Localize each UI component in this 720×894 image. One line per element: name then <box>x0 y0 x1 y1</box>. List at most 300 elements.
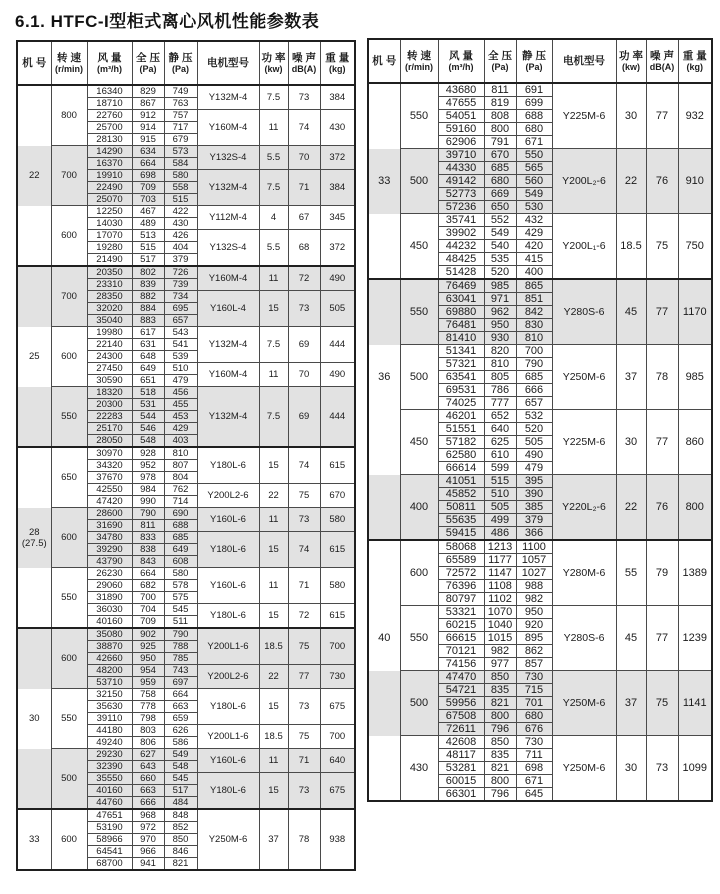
rpm-cell: 700 <box>51 266 87 327</box>
static-pressure-cell: 404 <box>164 242 197 254</box>
machine-number-cell <box>17 749 51 810</box>
static-pressure-cell: 688 <box>516 110 552 123</box>
rpm-cell: 600 <box>51 809 87 870</box>
static-pressure-cell: 429 <box>516 227 552 240</box>
total-pressure-cell: 833 <box>132 532 164 544</box>
flow-cell: 51428 <box>438 266 484 280</box>
static-pressure-cell: 530 <box>516 201 552 214</box>
machine-number-cell <box>368 149 400 214</box>
power-cell: 15 <box>259 689 288 725</box>
flow-cell: 60015 <box>438 775 484 788</box>
motor-model-cell: Y132S-4 <box>197 146 259 170</box>
total-pressure-cell: 610 <box>484 449 516 462</box>
static-pressure-cell: 680 <box>516 123 552 136</box>
flow-cell: 19910 <box>87 170 132 182</box>
flow-cell: 42660 <box>87 653 132 665</box>
noise-cell: 74 <box>288 532 320 568</box>
static-pressure-cell: 657 <box>164 315 197 327</box>
flow-cell: 60215 <box>438 619 484 632</box>
total-pressure-cell: 930 <box>484 332 516 345</box>
static-pressure-cell: 865 <box>516 279 552 293</box>
weight-cell: 910 <box>678 149 712 214</box>
flow-cell: 70121 <box>438 645 484 658</box>
noise-cell: 77 <box>646 410 678 475</box>
noise-cell: 78 <box>646 345 678 410</box>
static-pressure-cell: 749 <box>164 85 197 98</box>
static-pressure-cell: 685 <box>516 371 552 384</box>
motor-model-cell: Y200L2-6 <box>197 484 259 508</box>
weight-cell: 444 <box>320 387 355 448</box>
power-cell: 5.5 <box>259 230 288 267</box>
noise-cell: 75 <box>288 725 320 749</box>
flow-cell: 58966 <box>87 834 132 846</box>
flow-cell: 22140 <box>87 339 132 351</box>
machine-number: 33 <box>28 834 40 845</box>
power-cell: 22 <box>616 475 646 541</box>
machine-number-cell <box>368 279 400 345</box>
rpm-cell: 500 <box>400 345 438 410</box>
header-cell <box>288 41 320 85</box>
total-pressure-cell: 850 <box>484 736 516 749</box>
flow-cell: 39290 <box>87 544 132 556</box>
static-pressure-cell: 663 <box>164 701 197 713</box>
static-pressure-cell: 490 <box>516 449 552 462</box>
total-pressure-cell: 617 <box>132 327 164 339</box>
header-cell <box>197 41 259 85</box>
machine-number-cell <box>368 736 400 802</box>
noise-cell: 68 <box>288 230 320 267</box>
static-pressure-cell: 645 <box>516 788 552 802</box>
total-pressure-cell: 531 <box>132 399 164 411</box>
machine-number-cell <box>368 410 400 475</box>
static-pressure-cell: 558 <box>164 182 197 194</box>
motor-model-cell: Y200L₂-6 <box>552 149 616 214</box>
header-cell <box>51 41 87 85</box>
static-pressure-cell: 626 <box>164 725 197 737</box>
flow-cell: 21490 <box>87 254 132 267</box>
total-pressure-cell: 548 <box>132 435 164 448</box>
static-pressure-cell: 846 <box>164 846 197 858</box>
static-pressure-cell: 950 <box>516 606 552 619</box>
power-cell: 30 <box>616 736 646 802</box>
noise-cell: 74 <box>288 447 320 484</box>
motor-model-cell: Y160M-4 <box>197 110 259 146</box>
flow-cell: 34780 <box>87 532 132 544</box>
total-pressure-cell: 546 <box>132 423 164 435</box>
total-pressure-cell: 811 <box>484 83 516 97</box>
total-pressure-cell: 839 <box>132 279 164 291</box>
machine-number: 22 <box>28 170 40 181</box>
total-pressure-cell: 966 <box>132 846 164 858</box>
total-pressure-cell: 805 <box>484 371 516 384</box>
header-line1: 噪 声 <box>292 51 316 64</box>
power-cell: 30 <box>616 83 646 149</box>
flow-cell: 22490 <box>87 182 132 194</box>
flow-cell: 35040 <box>87 315 132 327</box>
weight-cell: 505 <box>320 291 355 327</box>
total-pressure-cell: 709 <box>132 616 164 629</box>
total-pressure-cell: 631 <box>132 339 164 351</box>
flow-cell: 30970 <box>87 447 132 460</box>
power-cell: 7.5 <box>259 387 288 448</box>
noise-cell: 73 <box>288 689 320 725</box>
flow-cell: 49142 <box>438 175 484 188</box>
static-pressure-cell: 385 <box>516 501 552 514</box>
static-pressure-cell: 543 <box>164 327 197 339</box>
flow-cell: 68700 <box>87 858 132 871</box>
total-pressure-cell: 489 <box>132 218 164 230</box>
total-pressure-cell: 513 <box>132 230 164 242</box>
static-pressure-cell: 584 <box>164 158 197 170</box>
static-pressure-cell: 671 <box>516 136 552 149</box>
header-cell <box>17 41 51 85</box>
flow-cell: 28350 <box>87 291 132 303</box>
static-pressure-cell: 430 <box>164 218 197 230</box>
total-pressure-cell: 790 <box>132 508 164 520</box>
static-pressure-cell: 895 <box>516 632 552 645</box>
flow-cell: 35630 <box>87 701 132 713</box>
header-line1: 转 速 <box>407 49 431 62</box>
total-pressure-cell: 821 <box>484 697 516 710</box>
flow-cell: 39110 <box>87 713 132 725</box>
header-line1: 静 压 <box>522 49 546 62</box>
weight-cell: 860 <box>678 410 712 475</box>
total-pressure-cell: 649 <box>132 363 164 375</box>
static-pressure-cell: 850 <box>164 834 197 846</box>
static-pressure-cell: 580 <box>164 170 197 182</box>
header-line2: (Pa) <box>139 63 157 74</box>
power-cell: 4 <box>259 206 288 230</box>
static-pressure-cell: 539 <box>164 351 197 363</box>
total-pressure-cell: 758 <box>132 689 164 701</box>
noise-cell: 74 <box>288 110 320 146</box>
static-pressure-cell: 830 <box>516 319 552 332</box>
noise-cell: 73 <box>646 736 678 802</box>
flow-cell: 81410 <box>438 332 484 345</box>
power-cell: 15 <box>259 291 288 327</box>
power-cell: 11 <box>259 266 288 291</box>
flow-cell: 57182 <box>438 436 484 449</box>
static-pressure-cell: 505 <box>516 436 552 449</box>
header-line1: 机 号 <box>22 57 47 69</box>
flow-cell: 45852 <box>438 488 484 501</box>
power-cell: 15 <box>259 532 288 568</box>
static-pressure-cell: 420 <box>516 240 552 253</box>
flow-cell: 23310 <box>87 279 132 291</box>
total-pressure-cell: 549 <box>484 227 516 240</box>
machine-number-cell <box>17 508 51 568</box>
header-line1: 全 压 <box>488 49 512 62</box>
noise-cell: 72 <box>288 266 320 291</box>
static-pressure-cell: 517 <box>164 785 197 797</box>
machine-number-cell <box>368 475 400 541</box>
static-pressure-cell: 479 <box>164 375 197 387</box>
total-pressure-cell: 912 <box>132 110 164 122</box>
table-row <box>17 327 355 339</box>
total-pressure-cell: 1147 <box>484 567 516 580</box>
static-pressure-cell: 739 <box>164 279 197 291</box>
total-pressure-cell: 803 <box>132 725 164 737</box>
power-cell: 7.5 <box>259 85 288 110</box>
motor-model-cell: Y180L-6 <box>197 604 259 629</box>
static-pressure-cell: 679 <box>164 134 197 146</box>
rpm-cell: 600 <box>51 206 87 267</box>
static-pressure-cell: 698 <box>516 762 552 775</box>
static-pressure-cell: 851 <box>516 293 552 306</box>
header-line1: 重 量 <box>325 51 350 64</box>
flow-cell: 35080 <box>87 628 132 641</box>
total-pressure-cell: 977 <box>484 658 516 671</box>
static-pressure-cell: 862 <box>516 645 552 658</box>
total-pressure-cell: 535 <box>484 253 516 266</box>
static-pressure-cell: 1057 <box>516 554 552 567</box>
weight-cell: 932 <box>678 83 712 149</box>
static-pressure-cell: 730 <box>516 671 552 684</box>
machine-number: 25 <box>28 351 40 362</box>
power-cell: 37 <box>616 671 646 736</box>
power-cell: 11 <box>259 749 288 773</box>
total-pressure-cell: 806 <box>132 737 164 749</box>
power-cell: 15 <box>259 604 288 629</box>
flow-cell: 24300 <box>87 351 132 363</box>
flow-cell: 40160 <box>87 785 132 797</box>
flow-cell: 39710 <box>438 149 484 162</box>
header-line2: (m³/h) <box>97 63 122 74</box>
total-pressure-cell: 950 <box>132 653 164 665</box>
weight-cell: 1099 <box>678 736 712 802</box>
header-line1: 重 量 <box>682 49 707 62</box>
flow-cell: 32390 <box>87 761 132 773</box>
motor-model-cell: Y112M-4 <box>197 206 259 230</box>
total-pressure-cell: 928 <box>132 447 164 460</box>
flow-cell: 16370 <box>87 158 132 170</box>
power-cell: 11 <box>259 110 288 146</box>
total-pressure-cell: 1015 <box>484 632 516 645</box>
flow-cell: 44330 <box>438 162 484 175</box>
flow-cell: 47420 <box>87 496 132 508</box>
static-pressure-cell: 395 <box>516 475 552 488</box>
flow-cell: 20300 <box>87 399 132 411</box>
total-pressure-cell: 544 <box>132 411 164 423</box>
static-pressure-cell: 565 <box>516 162 552 175</box>
flow-cell: 57236 <box>438 201 484 214</box>
flow-cell: 66301 <box>438 788 484 802</box>
total-pressure-cell: 520 <box>484 266 516 280</box>
machine-number-cell <box>368 606 400 671</box>
noise-cell: 73 <box>288 85 320 110</box>
static-pressure-cell: 426 <box>164 230 197 242</box>
header-cell <box>438 39 484 83</box>
flow-cell: 74025 <box>438 397 484 410</box>
flow-cell: 53281 <box>438 762 484 775</box>
static-pressure-cell: 685 <box>164 532 197 544</box>
flow-cell: 64541 <box>87 846 132 858</box>
rpm-cell: 550 <box>400 83 438 149</box>
static-pressure-cell: 366 <box>516 527 552 541</box>
table-row <box>17 206 355 218</box>
header-line2: (Pa) <box>491 61 509 72</box>
rpm-cell: 600 <box>51 508 87 568</box>
total-pressure-cell: 811 <box>132 520 164 532</box>
weight-cell: 730 <box>320 665 355 689</box>
static-pressure-cell: 608 <box>164 556 197 568</box>
header-cell <box>132 41 164 85</box>
motor-model-cell: Y250M-6 <box>552 736 616 802</box>
flow-cell: 40160 <box>87 616 132 629</box>
static-pressure-cell: 810 <box>164 447 197 460</box>
power-cell: 22 <box>259 484 288 508</box>
power-cell: 37 <box>259 809 288 870</box>
rpm-cell: 500 <box>400 149 438 214</box>
noise-cell: 76 <box>646 149 678 214</box>
noise-cell: 71 <box>288 568 320 604</box>
static-pressure-cell: 379 <box>516 514 552 527</box>
total-pressure-cell: 914 <box>132 122 164 134</box>
total-pressure-cell: 700 <box>132 592 164 604</box>
flow-cell: 39902 <box>438 227 484 240</box>
flow-cell: 47655 <box>438 97 484 110</box>
total-pressure-cell: 808 <box>484 110 516 123</box>
total-pressure-cell: 952 <box>132 460 164 472</box>
header-line1: 机 号 <box>372 55 397 67</box>
machine-number: 33 <box>378 174 391 187</box>
static-pressure-cell: 804 <box>164 472 197 484</box>
static-pressure-cell: 730 <box>516 736 552 749</box>
total-pressure-cell: 663 <box>132 785 164 797</box>
total-pressure-cell: 971 <box>484 293 516 306</box>
noise-cell: 78 <box>288 809 320 870</box>
total-pressure-cell: 821 <box>484 762 516 775</box>
flow-cell: 57321 <box>438 358 484 371</box>
header-cell <box>616 39 646 83</box>
machine-number-cell <box>17 146 51 206</box>
weight-cell: 938 <box>320 809 355 870</box>
power-cell: 5.5 <box>259 146 288 170</box>
weight-cell: 985 <box>678 345 712 410</box>
total-pressure-cell: 669 <box>484 188 516 201</box>
flow-cell: 43680 <box>438 83 484 97</box>
static-pressure-cell: 788 <box>164 641 197 653</box>
rpm-cell: 450 <box>400 410 438 475</box>
motor-model-cell: Y132M-4 <box>197 85 259 110</box>
noise-cell: 75 <box>646 214 678 280</box>
total-pressure-cell: 499 <box>484 514 516 527</box>
flow-cell: 12250 <box>87 206 132 218</box>
total-pressure-cell: 883 <box>132 315 164 327</box>
machine-number: 36 <box>378 370 391 383</box>
weight-cell: 384 <box>320 85 355 110</box>
static-pressure-cell: 479 <box>516 462 552 475</box>
static-pressure-cell: 545 <box>164 604 197 616</box>
static-pressure-cell: 429 <box>164 423 197 435</box>
power-cell: 22 <box>616 149 646 214</box>
weight-cell: 675 <box>320 773 355 810</box>
flow-cell: 76396 <box>438 580 484 593</box>
rpm-cell: 550 <box>51 387 87 448</box>
flow-cell: 65589 <box>438 554 484 567</box>
total-pressure-cell: 984 <box>132 484 164 496</box>
static-pressure-cell: 422 <box>164 206 197 218</box>
noise-cell: 72 <box>288 604 320 629</box>
weight-cell: 670 <box>320 484 355 508</box>
machine-number-cell <box>368 214 400 280</box>
table-row <box>17 809 355 822</box>
total-pressure-cell: 703 <box>132 194 164 206</box>
machine-number-cell <box>17 568 51 629</box>
table-row <box>17 447 355 460</box>
header-line1: 全 压 <box>136 51 160 64</box>
total-pressure-cell: 540 <box>484 240 516 253</box>
flow-cell: 18710 <box>87 98 132 110</box>
static-pressure-cell: 700 <box>516 345 552 358</box>
header-cell <box>552 39 616 83</box>
weight-cell: 800 <box>678 475 712 541</box>
flow-cell: 48117 <box>438 749 484 762</box>
motor-model-cell: Y250M-6 <box>197 809 259 870</box>
total-pressure-cell: 778 <box>132 701 164 713</box>
flow-cell: 25170 <box>87 423 132 435</box>
flow-cell: 54721 <box>438 684 484 697</box>
weight-cell: 444 <box>320 327 355 363</box>
weight-cell: 615 <box>320 604 355 629</box>
rpm-cell: 450 <box>400 214 438 280</box>
flow-cell: 47470 <box>438 671 484 684</box>
total-pressure-cell: 950 <box>484 319 516 332</box>
power-cell: 15 <box>259 447 288 484</box>
total-pressure-cell: 643 <box>132 761 164 773</box>
noise-cell: 79 <box>646 540 678 606</box>
total-pressure-cell: 1070 <box>484 606 516 619</box>
noise-cell: 75 <box>288 484 320 508</box>
total-pressure-cell: 982 <box>484 645 516 658</box>
flow-cell: 25070 <box>87 194 132 206</box>
flow-cell: 50811 <box>438 501 484 514</box>
total-pressure-cell: 972 <box>132 822 164 834</box>
total-pressure-cell: 915 <box>132 134 164 146</box>
flow-cell: 59415 <box>438 527 484 541</box>
header-line1: 功 率 <box>619 49 643 62</box>
power-cell: 11 <box>259 363 288 387</box>
flow-cell: 58068 <box>438 540 484 554</box>
motor-model-cell: Y280S-6 <box>552 606 616 671</box>
noise-cell: 70 <box>288 363 320 387</box>
power-cell: 18.5 <box>259 725 288 749</box>
static-pressure-cell: 549 <box>164 749 197 761</box>
flow-cell: 22283 <box>87 411 132 423</box>
motor-model-cell: Y200L₁-6 <box>552 214 616 280</box>
total-pressure-cell: 685 <box>484 162 516 175</box>
static-pressure-cell: 711 <box>516 749 552 762</box>
motor-model-cell: Y225M-6 <box>552 410 616 475</box>
flow-cell: 35741 <box>438 214 484 227</box>
page-title: 6.1. HTFC-I型柜式离心风机性能参数表 <box>15 12 320 31</box>
flow-cell: 28600 <box>87 508 132 520</box>
left-table <box>16 40 356 871</box>
noise-cell: 76 <box>646 475 678 541</box>
header-cell <box>678 39 712 83</box>
noise-cell: 73 <box>288 773 320 810</box>
header-cell <box>259 41 288 85</box>
total-pressure-cell: 791 <box>484 136 516 149</box>
header-line2: (kw) <box>622 61 640 72</box>
static-pressure-cell: 560 <box>516 175 552 188</box>
flow-cell: 80797 <box>438 593 484 606</box>
table-row <box>368 279 712 293</box>
weight-cell: 700 <box>320 628 355 665</box>
total-pressure-cell: 798 <box>132 713 164 725</box>
flow-cell: 76469 <box>438 279 484 293</box>
total-pressure-cell: 599 <box>484 462 516 475</box>
